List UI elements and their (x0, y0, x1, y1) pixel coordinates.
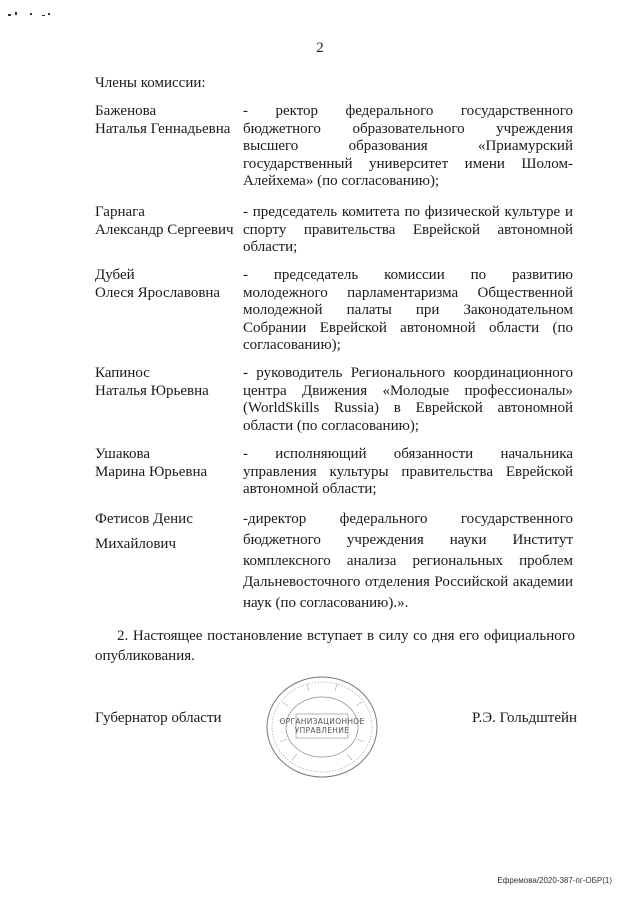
member-role: - руководитель Регионального координационного центра Движения «Молодые профессионалы» (WorldSkills Russia) в Еврейской автономной области (по согласованию); (243, 365, 573, 434)
member-name: Ушакова Марина Юрьевна (95, 446, 208, 480)
member-role: - председатель комиссии по развитию молодежного парламентаризма Общественной молодежной палаты при Законодательном Собрании Еврейской автономной области (по согласованию); (243, 267, 573, 353)
official-stamp (262, 672, 382, 782)
page-number: 2 (316, 40, 324, 56)
member-name: Баженова Наталья Геннадьевна (95, 103, 231, 137)
document-reference-code: Ефремова/2020-387-пг-ОБР(1) (497, 876, 612, 885)
stamp-center-line2: УПРАВЛЕНИЕ (294, 726, 350, 735)
signatory-title: Губернатор области (95, 710, 222, 726)
member-role: - председатель комитета по физической культуре и спорту правительства Еврейской автономной области; (243, 204, 573, 255)
member-role: -директор федерального государственного бюджетного учреждения науки Институт комплексного анализа региональных проблем Дальневосточного отделения Российской академии наук (по согласованию).». (243, 511, 573, 611)
stamp-center-line1: ОРГАНИЗАЦИОННОЕ (279, 717, 365, 726)
member-name: Фетисов Денис Михайлович (95, 511, 193, 552)
member-name: Дубей Олеся Ярославовна (95, 267, 221, 301)
member-role: - ректор федерального государственного бюджетного образовательного учреждения высшего образования «Приамурский государственный университет имени Шолом-Алейхема» (по согласованию); (243, 103, 573, 189)
member-role: - исполняющий обязанности начальника управления культуры правительства Еврейской автономной области; (243, 446, 573, 497)
commission-members-heading: Члены комиссии: (95, 75, 206, 91)
signatory-name: Р.Э. Гольдштейн (472, 710, 578, 726)
member-name: Гарнага Александр Сергеевич (95, 204, 234, 238)
effective-date-clause: 2. Настоящее постановление вступает в силу со дня его официального опубликования. (95, 628, 575, 664)
member-name: Капинос Наталья Юрьевна (95, 365, 209, 399)
